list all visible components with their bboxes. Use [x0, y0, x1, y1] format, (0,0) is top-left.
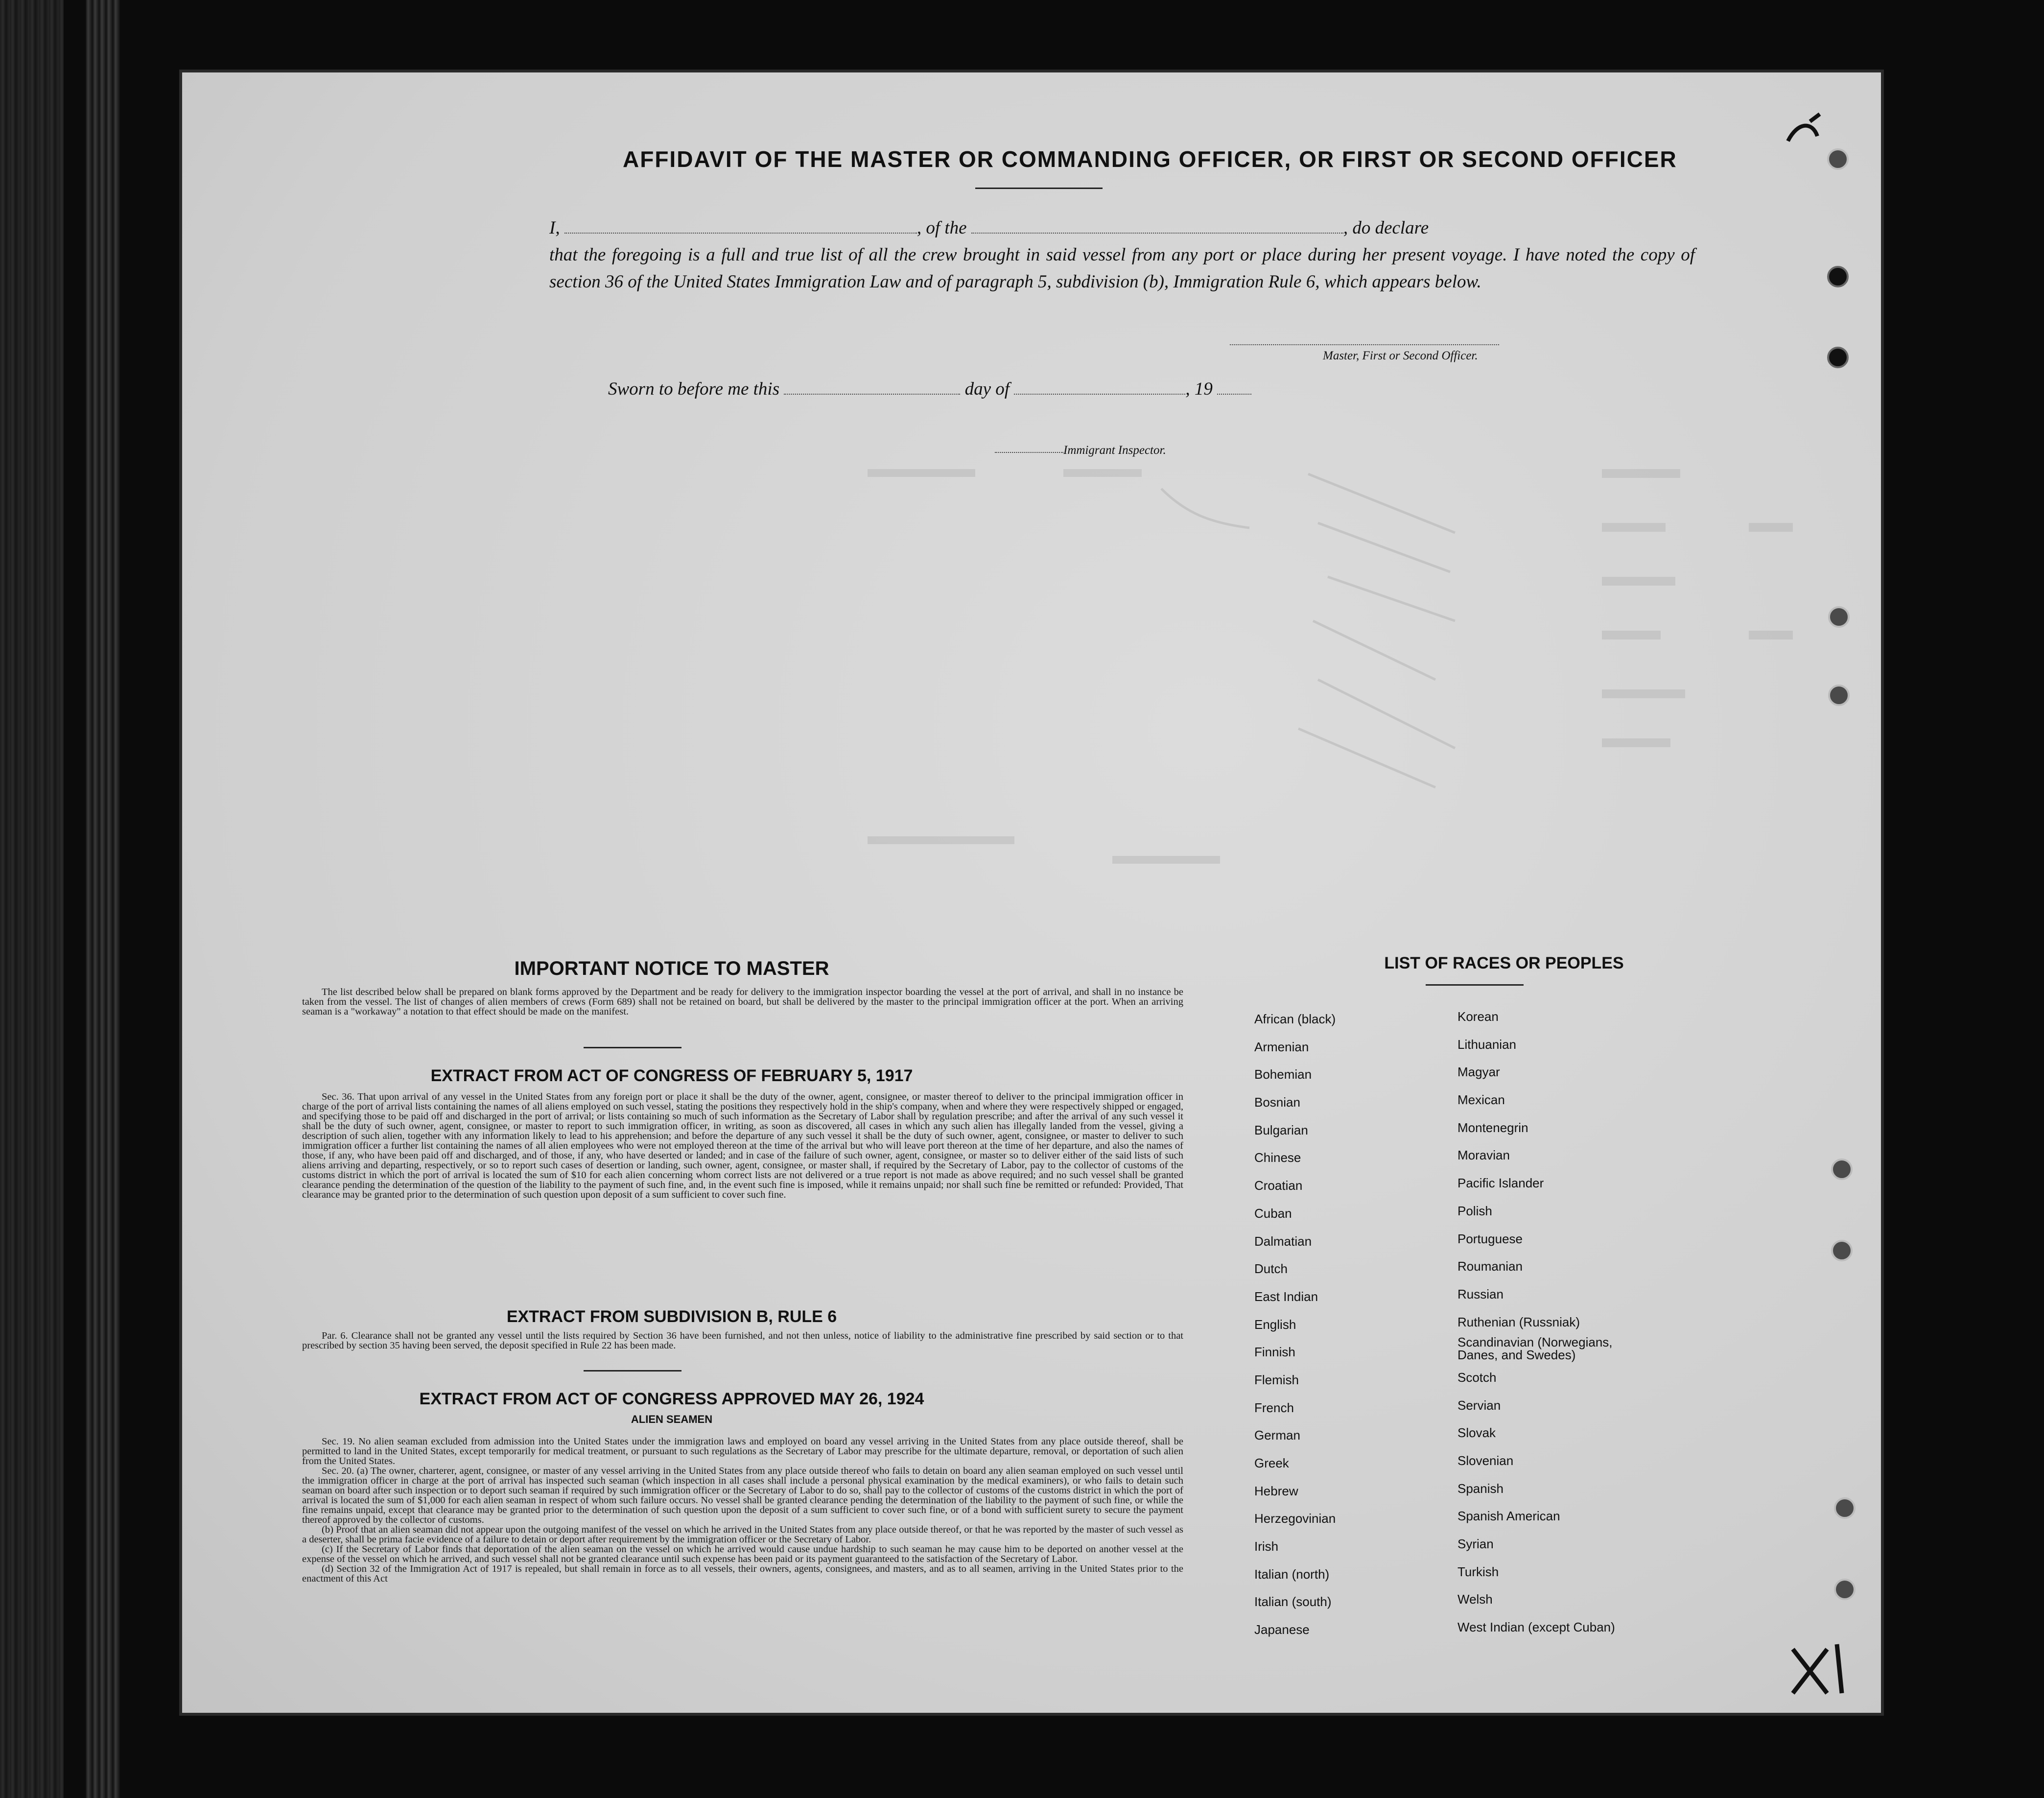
extract-1924-title: EXTRACT FROM ACT OF CONGRESS APPROVED MAY 26, 1924 — [419, 1390, 924, 1408]
race-item: Bohemian — [1254, 1067, 1312, 1082]
notice-paragraph: The list described below shall be prepared on blank forms approved by the Department and be ready for delivery to the immigration inspector boarding the vessel at the port of arrival, and shall in no instance be taken from the vessel. The list of changes of alien members of crews (Form 689) shall not be retained on board, but shall be delivered by the master to the principal immigration officer at the port. When an arriving seaman is a "workaway" a notation to that effect should be made on the manifest. — [302, 987, 1183, 1017]
extract-1917-paragraph: Sec. 36. That upon arrival of any vessel in the United States from any foreign port or place it shall be the duty of the owner, agent, consignee, or master thereof to deliver to the principal immigration officer in charge of the port of arrival lists containing the names of all aliens employed on such vessel, stating the positions they respectively hold in the ship's company, when and where they were respectively shipped or engaged, and specifying those to be paid off and discharged in the port of arrival; or lists containing so much of such information as the Secretary of Labor shall by regulation prescribe; and after the arrival of any such vessel it shall be the duty of such owner, agent, consignee, or master to report to such immigration officer, in writing, as soon as discovered, all cases in which any such alien has illegally landed from the vessel, giving a description of such alien, together with any information likely to lead to his apprehension; and before the departure of any such vessel it shall be the duty of such owner, agent, consignee, or master to deliver to such immigration officer a further list containing the names of all alien employees who were not employed thereon at the time of the arrival but who will leave port thereon at the time of her departure, and also the names of those, if any, who have been paid off and discharged, and of those, if any, who have deserted or landed; and in case of the failure of such owner, agent, consignee, or master so to deliver either of the said lists of such aliens arriving and departing, respectively, or so to report such cases of desertion or landing, such owner, agent, consignee, or master shall, if required by the Secretary of Labor, pay to the collector of customs of the customs district in which the port of arrival is located the sum of $10 for each alien concerning whom correct lists are not delivered or a true report is not made as above required; and no such vessel shall be granted clearance pending the determination of the question of the liability to the payment of such fine, and, in the event such fine is imposed, while it remains unpaid; nor shall such fine be remitted or refunded: Provided, That clearance may be granted prior to the determination of such question upon deposit of a sum sufficient to cover such fine. — [302, 1091, 1183, 1200]
name-blank — [564, 219, 917, 234]
declaration-i: I, — [549, 218, 560, 238]
inspector-label: Immigrant Inspector. — [1063, 444, 1166, 457]
race-item: Croatian — [1254, 1178, 1303, 1193]
title-divider — [975, 188, 1103, 189]
races-divider — [1426, 984, 1524, 986]
race-item: Spanish American — [1457, 1509, 1560, 1524]
handwritten-page-number-icon — [1783, 1639, 1856, 1703]
race-item: Greek — [1254, 1456, 1289, 1470]
race-item: Hebrew — [1254, 1483, 1298, 1498]
sworn-year-label: , 19 — [1185, 379, 1213, 399]
races-title: LIST OF RACES OR PEOPLES — [1384, 954, 1624, 972]
race-item: Syrian — [1457, 1537, 1494, 1552]
races-right-column — [1457, 1003, 1644, 1641]
race-item: Scandinavian (Norwegians, Danes, and Swedes) — [1457, 1335, 1613, 1363]
extract-1924-subtitle: ALIEN SEAMEN — [631, 1413, 713, 1425]
race-item: Magyar — [1457, 1065, 1500, 1080]
sworn-month-blank — [1014, 382, 1185, 395]
race-item: Welsh — [1457, 1592, 1493, 1607]
affidavit-title: AFFIDAVIT OF THE MASTER OR COMMANDING OFFICER, OR FIRST OR SECOND OFFICER — [623, 146, 1677, 172]
race-item: Bosnian — [1254, 1095, 1300, 1110]
notice-divider — [584, 1047, 681, 1048]
race-item: African (black) — [1254, 1012, 1336, 1026]
race-item: Dalmatian — [1254, 1233, 1312, 1249]
punch-hole-icon — [1828, 606, 1850, 628]
race-item: Spanish — [1457, 1481, 1504, 1496]
race-item: Italian (north) — [1254, 1566, 1330, 1582]
race-item: Italian (south) — [1254, 1594, 1332, 1609]
race-item: Slovenian — [1457, 1453, 1514, 1468]
extract-1924-paragraph: Sec. 20. (a) The owner, charterer, agent, consignee, or master of any vessel arriving in the United States from any place outside thereof who fails to detain on board any alien seaman employed on such vessel until the immigration officer in charge at the port of arrival has inspected such seaman (which inspection in all cases shall include a personal physical examination by the medical examiners), or who fails to detain such seaman on board after such inspection or to deport such seaman if required by such immigration officer or the Secretary of Labor to do so, shall pay to the collector of customs of the customs district in which the port of arrival is located the sum of $1,000 for each alien seaman in respect of whom such failure occurs. No vessel shall be granted clearance pending the determination of the liability to the payment of such fine, or while the fine remains unpaid, except that clearance may be granted prior to the determination of such question upon the deposit of a sum sufficient to cover such fine, or of a bond with sufficient surety to secure the payment thereof approved by the collector of customs. — [302, 1466, 1183, 1525]
sworn-day-label: day of — [964, 379, 1010, 399]
master-signature-label: Master, First or Second Officer. — [1323, 349, 1478, 362]
race-item: Pacific Islander — [1457, 1176, 1544, 1191]
punch-hole-icon — [1827, 347, 1849, 368]
race-item: Servian — [1457, 1397, 1501, 1413]
binder-edge — [0, 0, 64, 1798]
extract-rule6-paragraph: Par. 6. Clearance shall not be granted any vessel until the lists required by Section 36 have been furnished, and not then unless, notice of liability to the administrative fine prescribed by said section or to that prescribed by section 35 having been served, the deposit specified in Rule 22 has been made. — [302, 1330, 1183, 1351]
race-item: Japanese — [1254, 1622, 1310, 1637]
race-item: Polish — [1457, 1203, 1492, 1218]
race-item: Dutch — [1254, 1261, 1288, 1277]
declaration-body: that the foregoing is a full and true list of all the crew brought in said vessel from any port or place during her present voyage. I have noted the copy of section 36 of the United States Immigration Law and of paragraph 5, subdivision (b), Immigration Rule 6, which appears below. — [549, 245, 1695, 292]
race-item: Mexican — [1457, 1092, 1505, 1108]
extract-rule6-text — [302, 1331, 1183, 1350]
binder-spine — [86, 0, 120, 1798]
extract-1924-paragraph: (c) If the Secretary of Labor finds that deportation of the alien seaman on the vessel on which he arrived would cause undue hardship to such seaman he may cause him to be deported on another vessel at the expense of the vessel on which he arrived, and such vessel shall not be granted clearance until such expense has been paid or its payment guaranteed to the satisfaction of the Secretary of Labor. — [302, 1544, 1183, 1564]
manifest-page — [182, 72, 1881, 1713]
extract-1924-paragraph: (b) Proof that an alien seaman did not appear upon the outgoing manifest of the vessel on which he arrived in the United States from any place outside thereof, or that he was reported by the master of such vessel as a deserter, shall be prima facie evidence of a failure to detain or deport after requirement by the immigration officer or the Secretary of Labor. — [302, 1524, 1183, 1545]
race-item: Russian — [1457, 1286, 1504, 1301]
notice-text — [302, 987, 1183, 1017]
race-item: Irish — [1254, 1539, 1279, 1554]
extract-1917-title: EXTRACT FROM ACT OF CONGRESS OF FEBRUARY 5, 1917 — [430, 1066, 913, 1085]
sworn-prefix: Sworn to before me this — [608, 379, 780, 399]
master-signature-line — [1230, 344, 1499, 345]
race-item: German — [1254, 1428, 1300, 1443]
sworn-day-blank — [784, 382, 960, 395]
bleed-through-area — [623, 415, 1798, 905]
race-item: English — [1254, 1317, 1296, 1332]
race-item: Montenegrin — [1457, 1120, 1528, 1135]
race-item: West Indian (except Cuban) — [1457, 1620, 1615, 1635]
race-item: Scotch — [1457, 1370, 1497, 1385]
race-item: Herzegovinian — [1254, 1511, 1336, 1526]
extract-1924-text — [302, 1437, 1183, 1584]
punch-hole-icon — [1834, 1579, 1856, 1600]
extract-1917-text — [302, 1092, 1183, 1200]
handwritten-corner-mark-icon — [1783, 112, 1827, 156]
race-item: Lithuanian — [1457, 1037, 1516, 1052]
punch-hole-icon — [1827, 148, 1849, 170]
race-item: Portuguese — [1457, 1231, 1523, 1246]
declaration-text — [549, 214, 1695, 295]
rule6-divider — [584, 1370, 681, 1372]
race-item: Armenian — [1254, 1039, 1309, 1054]
race-item: French — [1254, 1400, 1294, 1415]
race-item: Cuban — [1254, 1206, 1292, 1221]
vessel-blank — [971, 219, 1343, 234]
race-item: East Indian — [1254, 1289, 1318, 1304]
declaration-of: , of the — [916, 218, 967, 238]
race-item: Ruthenian (Russniak) — [1457, 1314, 1580, 1329]
declaration-declare: , do declare — [1343, 218, 1429, 238]
bleed-through-lines — [623, 415, 1798, 905]
race-item: Korean — [1457, 1009, 1499, 1024]
punch-hole-icon — [1831, 1240, 1853, 1261]
declaration-line-1 — [549, 214, 1695, 241]
race-item: Slovak — [1457, 1425, 1496, 1441]
race-item: Flemish — [1254, 1372, 1299, 1387]
sworn-year-blank — [1217, 382, 1251, 395]
punch-hole-icon — [1831, 1159, 1853, 1180]
race-item: Bulgarian — [1254, 1122, 1308, 1137]
extract-rule6-title: EXTRACT FROM SUBDIVISION B, RULE 6 — [506, 1307, 837, 1326]
inspector-signature-line — [995, 452, 1063, 453]
punch-hole-icon — [1828, 685, 1850, 706]
extract-1924-paragraph: Sec. 19. No alien seaman excluded from admission into the United States under the immigration laws and employed on board any vessel arriving in the United States from any place outside thereof, shall be permitted to land in the United States, except temporarily for medical treatment, or pursuant to such regulations as the Secretary of Labor may prescribe for the ultimate departure, removal, or deportation of such alien from the United States. — [302, 1436, 1183, 1467]
sworn-line — [608, 379, 1251, 400]
races-left-column — [1254, 1005, 1336, 1644]
race-item: Moravian — [1457, 1148, 1510, 1163]
notice-title: IMPORTANT NOTICE TO MASTER — [514, 958, 829, 979]
punch-hole-icon — [1834, 1497, 1856, 1519]
race-item: Chinese — [1254, 1150, 1301, 1165]
punch-hole-icon — [1827, 266, 1849, 287]
race-item: Turkish — [1457, 1564, 1499, 1579]
extract-1924-paragraph: (d) Section 32 of the Immigration Act of 1917 is repealed, but shall remain in force as to all vessels, their owners, agents, consignees, and masters, and as to all seamen, arriving in the United States prior to the enactment of this Act — [302, 1563, 1183, 1584]
race-item: Finnish — [1254, 1345, 1295, 1360]
race-item: Roumanian — [1457, 1259, 1523, 1274]
